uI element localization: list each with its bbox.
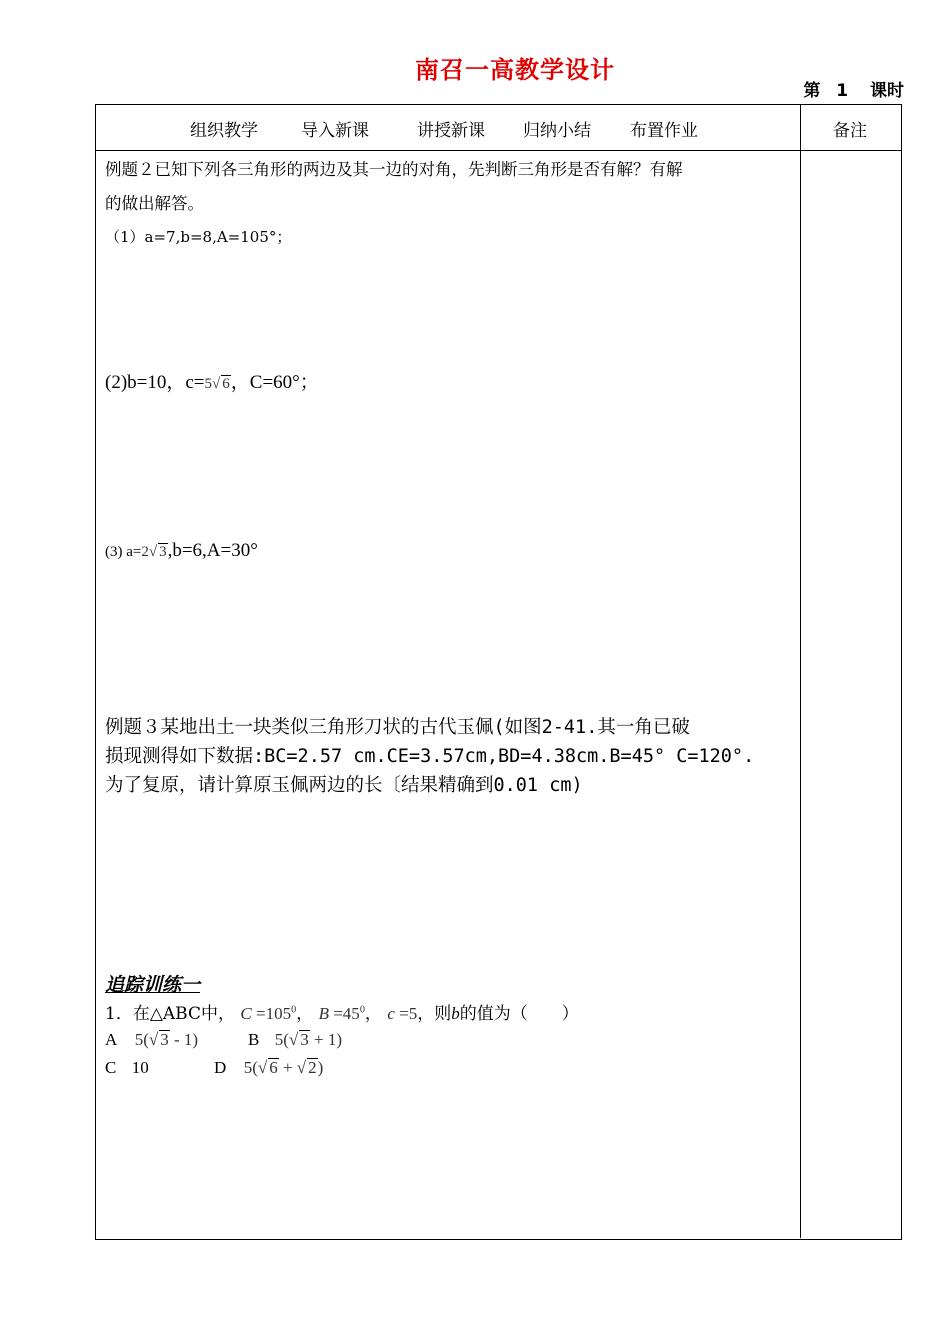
option-c-value: 10 [131, 1058, 149, 1077]
lesson-suffix: 课时 [870, 81, 904, 101]
table-header-remarks: 备注 [833, 121, 867, 141]
q1-post-pre: ，则 [417, 1004, 452, 1024]
option-b [248, 1030, 342, 1050]
q1-var: b [451, 1004, 460, 1023]
q1-cond2-deg: 0 [359, 1004, 365, 1016]
header-step-introduce: 导入新课 [301, 121, 369, 141]
q1-cond2-var: B [318, 1004, 329, 1023]
option-a-radicand: 3 [160, 1030, 169, 1049]
q1-cond3-var: c [387, 1004, 395, 1023]
part2-prefix: (2)b=10，c= [105, 372, 205, 393]
example2-line2: 的做出解答。 [105, 194, 204, 213]
part3-suffix: ,b=6,A=30° [167, 540, 258, 561]
example2-part3 [105, 540, 258, 562]
sqrt-symbol-icon: √ [148, 544, 158, 560]
part3-radicand: 3 [159, 544, 167, 560]
part2-radicand: 6 [222, 376, 230, 392]
lesson-number-value: 1 [836, 81, 849, 101]
option-a [105, 1030, 198, 1050]
option-b-pre: 5( [274, 1030, 289, 1049]
example3-line1: 例题３某地出土一块类似三角形刀状的古代玉佩(如图2-41.其一角已破 [105, 717, 690, 738]
table-header-divider [95, 150, 901, 151]
table-column-divider [800, 104, 801, 1238]
option-b-post: + 1) [309, 1030, 343, 1049]
q1-cond3-eq: =5 [394, 1004, 418, 1023]
q1-cond1-var: C [240, 1004, 252, 1023]
option-b-radicand: 3 [300, 1030, 309, 1049]
header-step-organize: 组织教学 [190, 121, 258, 141]
example3-line2: 损现测得如下数据:BC=2.57 cm.CE=3.57cm,BD=4.38cm.B=45° C=120°. [105, 746, 755, 767]
example2-part2 [105, 367, 319, 394]
option-a-post: - 1) [169, 1030, 199, 1049]
header-step-teach: 讲授新课 [417, 121, 485, 141]
option-d-label: D [214, 1058, 227, 1077]
option-b-label: B [248, 1030, 260, 1049]
option-d-post: ) [317, 1058, 324, 1077]
q1-prefix: 1．在△ABC中， [105, 1004, 235, 1024]
part3-coef: 2 [141, 544, 149, 560]
part3-prefix: (3) a= [105, 544, 142, 560]
sqrt-symbol-icon: √ [257, 1058, 268, 1077]
drill-question-1: 1．在△ABC中， $C =105^0$， $B =45^0$， c =5，则b的值为（ ） [105, 1004, 579, 1024]
drill-title: 追踪训练一 [105, 974, 201, 996]
header-step-homework: 布置作业 [630, 121, 698, 141]
sqrt-symbol-icon: √ [288, 1030, 299, 1049]
example3-line3: 为了复原，请计算原玉佩两边的长〔结果精确到0.01 cm) [105, 775, 583, 796]
option-d-radicand-2: 2 [308, 1058, 317, 1077]
option-c-label: C [105, 1058, 117, 1077]
lesson-prefix: 第 [803, 81, 821, 101]
option-d-mid: + [278, 1058, 297, 1077]
q1-cond2-eq: =45 [328, 1004, 360, 1023]
option-c [105, 1058, 149, 1078]
example2-part1: （1）a=7,b=8,A=105°； [105, 228, 292, 246]
sqrt-symbol-icon: √ [148, 1030, 159, 1049]
part2-suffix: ，C=60°； [230, 372, 319, 393]
q1-cond1-eq: =105 [251, 1004, 292, 1023]
part2-coef: 5 [204, 376, 213, 392]
q1-cond1-deg: 0 [291, 1004, 297, 1016]
q1-post: 的值为（ ） [459, 1004, 579, 1024]
sqrt-symbol-icon: √ [212, 376, 221, 392]
option-a-label: A [105, 1030, 118, 1049]
sqrt-symbol-icon: √ [296, 1058, 307, 1077]
option-d-radicand-1: 6 [269, 1058, 278, 1077]
option-d [214, 1058, 323, 1078]
option-d-pre: 5( [243, 1058, 258, 1077]
lesson-number [803, 76, 904, 101]
page-title: 南召一高教学设计 [415, 56, 615, 84]
example2-line1: 例题２已知下列各三角形的两边及其一边的对角，先判断三角形是否有解？有解 [105, 160, 683, 179]
header-step-summary: 归纳小结 [523, 121, 591, 141]
option-a-pre: 5( [134, 1030, 149, 1049]
